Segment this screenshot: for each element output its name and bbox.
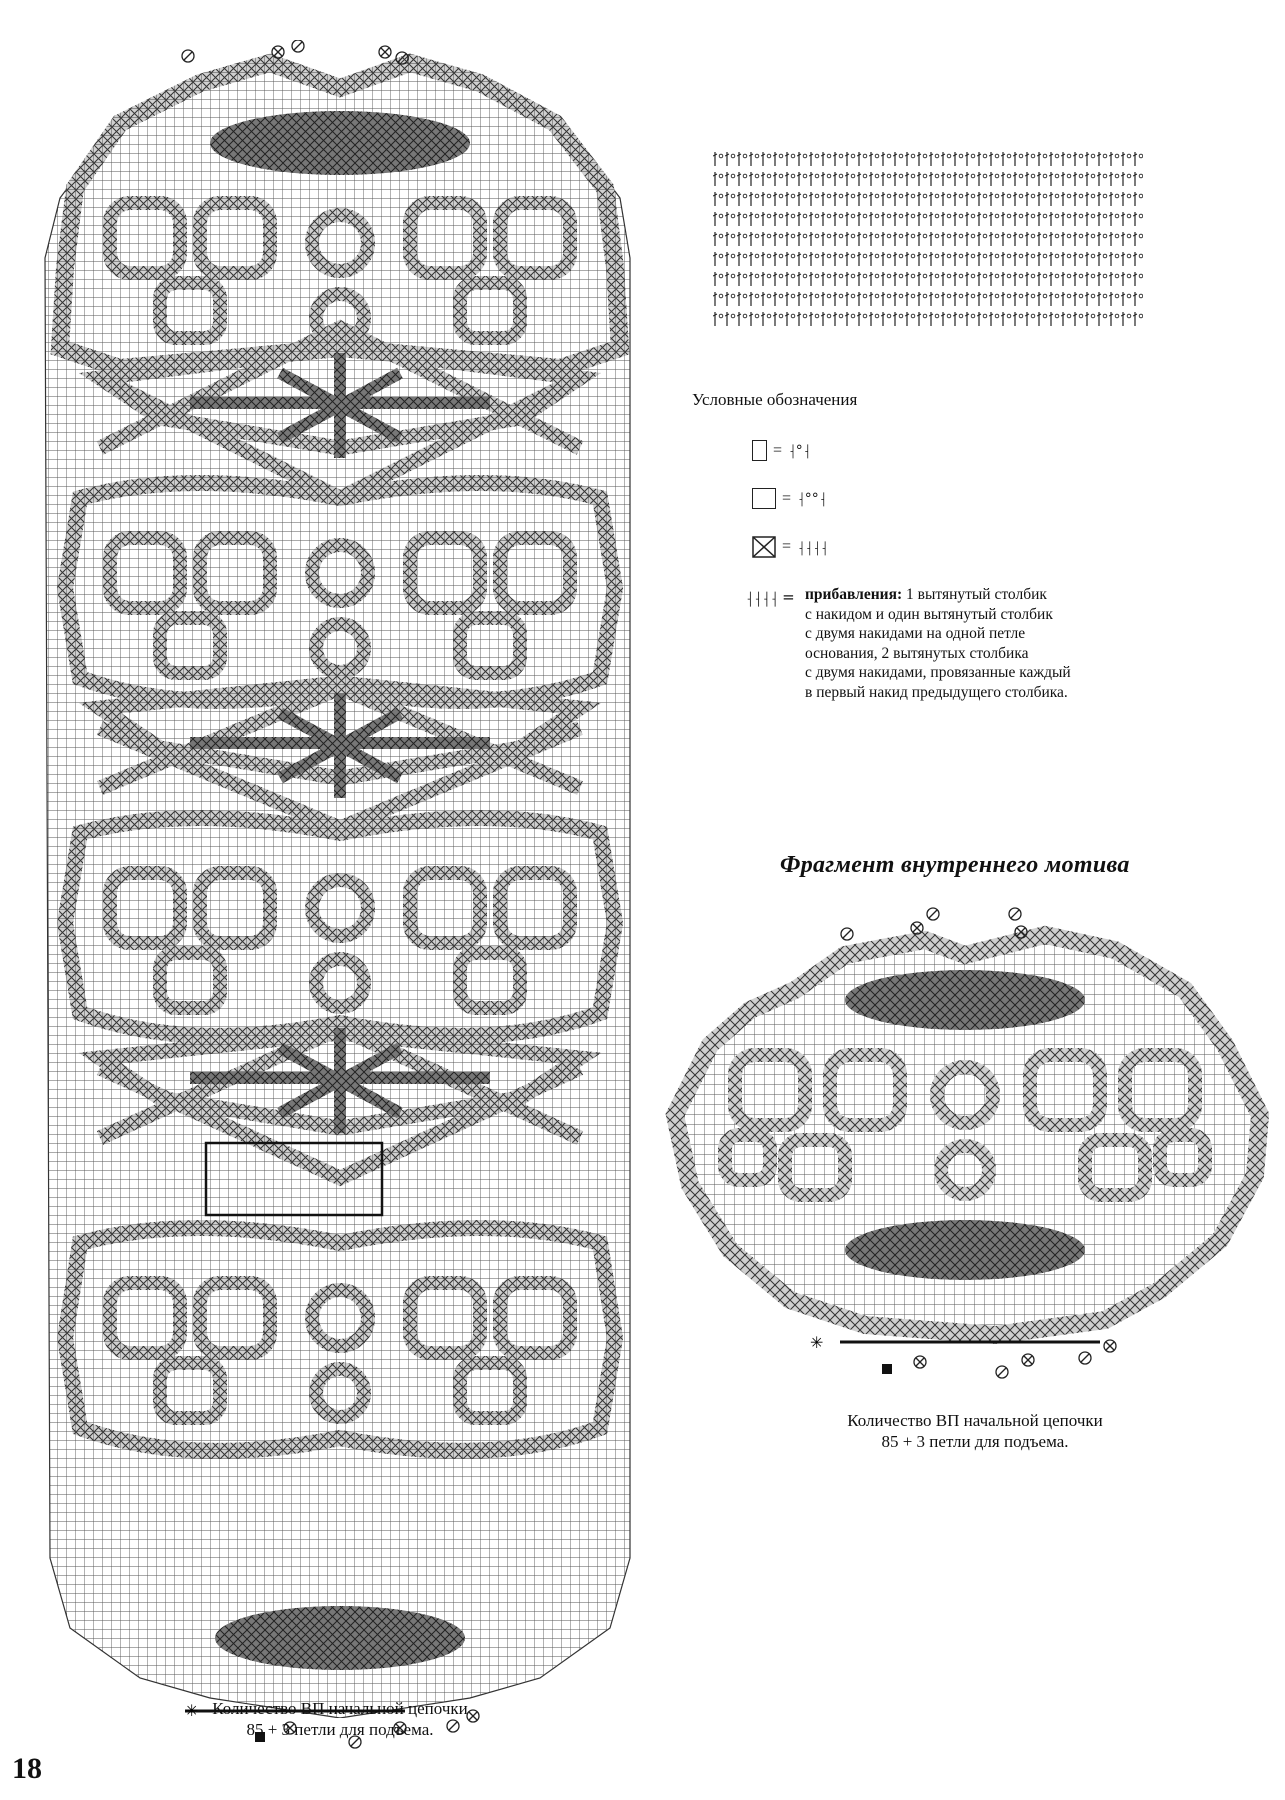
legend-title: Условные обозначения — [692, 390, 858, 409]
increase-note-label: прибавления: — [805, 586, 903, 603]
increase-symbol-glyph: ⸡⸡⸡⸡ — [745, 589, 779, 607]
page-number: 18 — [12, 1752, 42, 1785]
fragment-caption-line-1: Количество ВП начальной цепочки — [847, 1411, 1103, 1430]
open-cell-icon — [752, 488, 776, 509]
legend-equals: = — [773, 441, 783, 459]
fragment-title: Фрагмент внутреннего мотива — [780, 852, 1130, 878]
svg-text:✳: ✳ — [810, 1333, 824, 1352]
legend-row-open — [752, 488, 826, 509]
filled-cell-icon — [752, 536, 776, 558]
main-filet-chart — [40, 28, 640, 1718]
narrow-open-cell-icon — [752, 440, 767, 461]
increase-symbol — [745, 588, 795, 608]
fragment-bottom-markers — [810, 1330, 1130, 1380]
fragment-filet-chart — [665, 905, 1270, 1375]
increase-note-line-1: 1 вытянутый столбик — [906, 586, 1047, 603]
increase-note-line-4: основания, 2 вытянутых столбика — [805, 644, 1029, 662]
main-chart-caption-wrap — [140, 1700, 540, 1740]
legend-meaning: ⸡°°⸡ — [797, 491, 827, 507]
legend-meaning: ⸡⸡⸡⸡ — [797, 539, 828, 556]
main-chart-markers — [180, 40, 440, 80]
main-chart-caption-line-2: 85 + 3 петли для подъема. — [246, 1720, 434, 1739]
fragment-caption — [780, 1410, 1170, 1452]
legend-row-narrow — [752, 440, 810, 461]
stitch-row-diagram — [713, 150, 1153, 330]
legend-equals: = — [782, 538, 792, 555]
legend-equals: = — [782, 489, 792, 507]
increase-note-line-3: с двумя накидами на одной петле — [805, 625, 1026, 642]
fragment-top-markers — [835, 902, 1035, 948]
increase-note-line-2: с накидом и один вытянутый столбик — [805, 605, 1053, 623]
legend-meaning: ⸡°⸡ — [788, 443, 811, 459]
increase-equals: = — [782, 588, 795, 606]
legend-row-filled — [752, 536, 828, 558]
fragment-caption-line-2: 85 + 3 петли для подъема. — [881, 1432, 1069, 1451]
increase-note-line-5: с двумя накидами, провязанные каждый — [805, 664, 1071, 681]
main-chart-caption-line-1: Количество ВП начальной цепочки — [212, 1699, 468, 1718]
increase-note — [805, 585, 1185, 702]
svg-text:✳: ✳ — [185, 1701, 199, 1720]
increase-note-line-6: в первый накид предыдущего столбика. — [805, 683, 1068, 701]
main-chart-outline — [45, 58, 630, 1718]
